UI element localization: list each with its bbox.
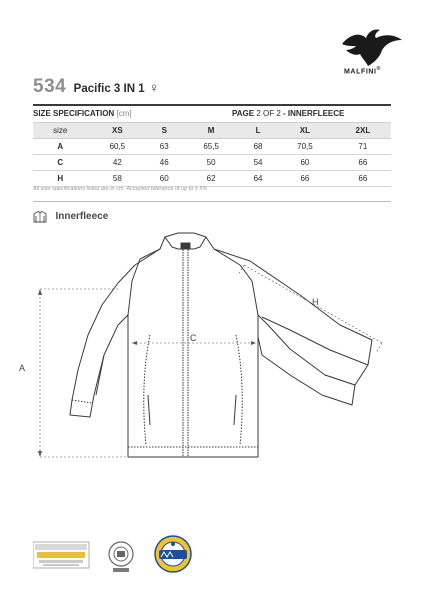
- column-header: XS: [88, 123, 148, 139]
- row-label: A: [33, 139, 88, 155]
- table-cell: 42: [88, 155, 148, 171]
- table-cell: 60: [275, 155, 335, 171]
- column-header: S: [147, 123, 181, 139]
- table-row: [33, 155, 391, 171]
- table-cell: 63: [147, 139, 181, 155]
- product-code: 534: [33, 76, 67, 97]
- column-header: size: [33, 123, 88, 139]
- size-spec-heading: SIZE SPECIFICATION [cm]: [33, 109, 132, 118]
- section-divider: [33, 201, 391, 202]
- certification-logos: [33, 530, 223, 580]
- measure-a-label: A: [19, 363, 26, 373]
- column-header: M: [181, 123, 241, 139]
- jacket-diagram: [0, 225, 424, 485]
- measure-h-label: H: [312, 297, 319, 307]
- table-row: [33, 171, 391, 187]
- table-cell: 68: [241, 139, 275, 155]
- right-pocket: [234, 395, 236, 425]
- section-title: Innerfleece: [55, 211, 109, 223]
- table-cell: 54: [241, 155, 275, 171]
- measure-c-label: C: [190, 333, 197, 343]
- wrap-logo: [155, 536, 191, 572]
- table-cell: 46: [147, 155, 181, 171]
- table-cell: 66: [335, 155, 391, 171]
- table-cell: 71: [335, 139, 391, 155]
- table-cell: 64: [241, 171, 275, 187]
- page-indicator: PAGE 2 OF 2 - INNERFLEECE: [232, 109, 345, 118]
- table-cell: 58: [88, 171, 148, 187]
- column-header: L: [241, 123, 275, 139]
- table-cell: 66: [335, 171, 391, 187]
- table-cell: 66: [275, 171, 335, 187]
- table-header-row: [33, 123, 391, 139]
- column-header: 2XL: [335, 123, 391, 139]
- table-cell: 60,5: [88, 139, 148, 155]
- table-cell: 65,5: [181, 139, 241, 155]
- female-symbol-icon: ♀: [149, 80, 159, 95]
- row-label: C: [33, 155, 88, 171]
- table-cell: 70,5: [275, 139, 335, 155]
- product-title: [33, 76, 159, 100]
- column-header: XL: [275, 123, 335, 139]
- jacket-body-outline: [70, 249, 355, 457]
- brand-wordmark: MALFINI®: [344, 66, 381, 76]
- product-name: Pacific 3 IN 1: [73, 83, 145, 95]
- bsci-logo: [109, 542, 133, 572]
- table-cell: 62: [181, 171, 241, 187]
- left-pocket: [148, 395, 150, 425]
- tolerance-footnote: All size specifications listed are in cm. Accepted tolerance of up to ± 5%: [33, 186, 208, 192]
- size-table: [33, 122, 391, 187]
- table-row: [33, 139, 391, 155]
- title-divider: [33, 104, 391, 106]
- table-cell: 60: [147, 171, 181, 187]
- table-cell: 50: [181, 155, 241, 171]
- section-heading: [33, 208, 108, 226]
- row-label: H: [33, 171, 88, 187]
- fleece-jacket-icon: [33, 211, 47, 223]
- oeko-tex-label: [33, 542, 89, 568]
